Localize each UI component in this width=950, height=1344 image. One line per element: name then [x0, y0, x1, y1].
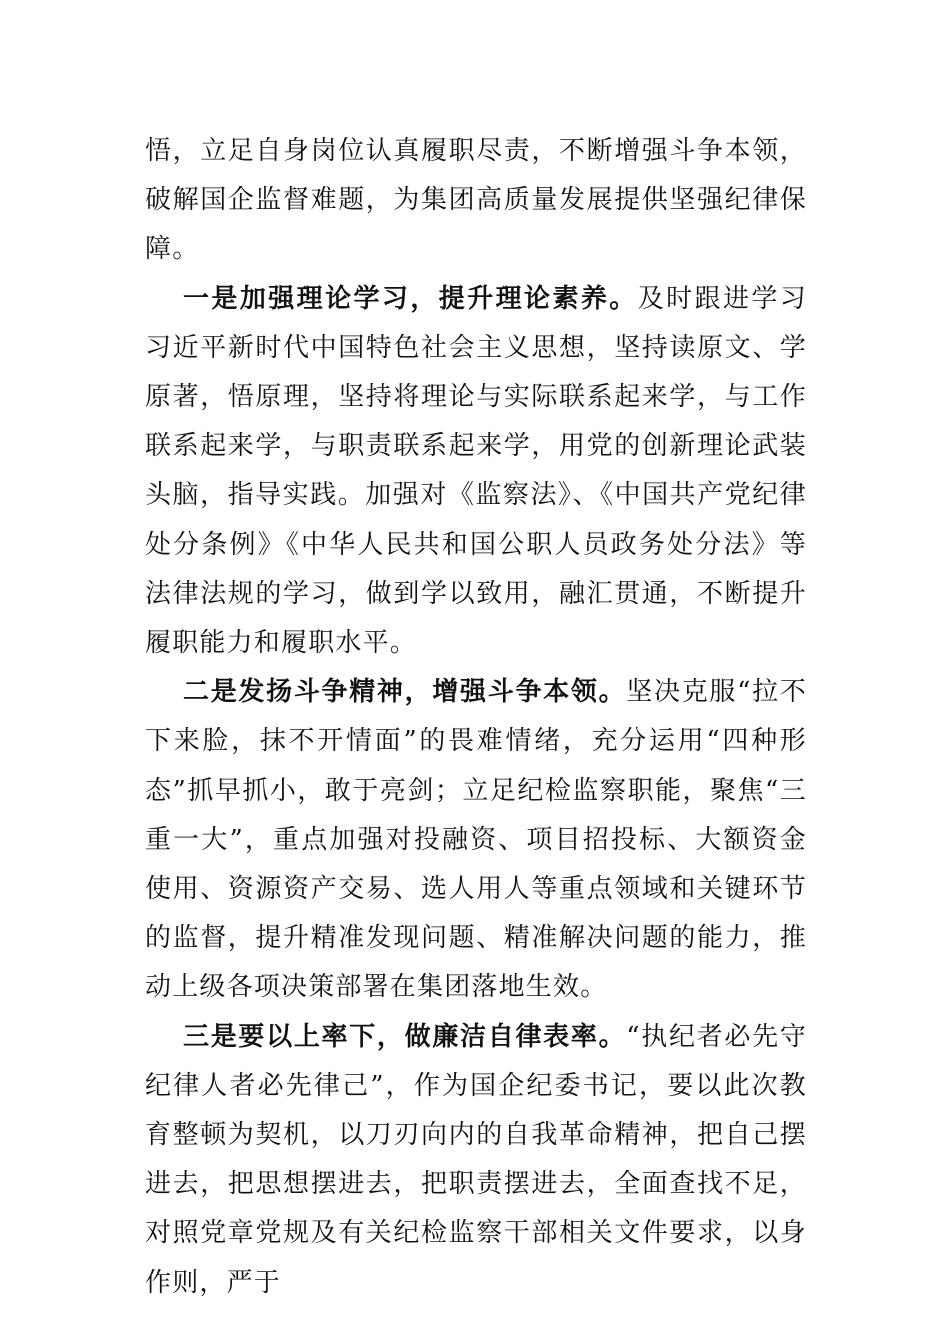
paragraph-text: 悟，立足自身岗位认真履职尽责，不断增强斗争本领，破解国企监督难题，为集团高质量发展提供坚强纪律保障。 — [145, 136, 807, 265]
paragraph-struggle-spirit — [145, 668, 807, 1012]
paragraph-heading: 一是加强理论学习，提升理论素养。 — [183, 283, 638, 314]
paragraph-text: “执纪者必先守纪律人者必先律己”，作为国企纪委书记，要以此次教育整顿为契机，以刀刃向内的自我革命精神，把自己摆进去，把思想摆进去，把职责摆进去，全面查找不足，对照党章党规及有关纪检监察干部相关文件要求，以身作则，严于 — [145, 1021, 807, 1298]
document-body — [145, 127, 807, 1308]
paragraph-heading: 二是发扬斗争精神，增强斗争本领。 — [183, 677, 627, 708]
paragraph-heading: 三是要以上率下，做廉洁自律表率。 — [183, 1021, 627, 1052]
paragraph-self-discipline — [145, 1013, 807, 1308]
paragraph-theory-study — [145, 275, 807, 669]
paragraph-text: 及时跟进学习习近平新时代中国特色社会主义思想，坚持读原文、学原著，悟原理，坚持将理论与实际联系起来学，与工作联系起来学，与职责联系起来学，用党的创新理论武装头脑，指导实践。加强对《监察法》、《中国共产党纪律处分条例》《中华人民共和国公职人员政务处分法》等法律法规的学习，做到学以致用，融汇贯通，不断提升履职能力和履职水平。 — [145, 283, 807, 659]
paragraph-continuation — [145, 127, 807, 275]
paragraph-text: 坚决克服“拉不下来脸，抹不开情面”的畏难情绪，充分运用“四种形态”抓早抓小，敢于亮剑；立足纪检监察职能，聚焦“三重一大”，重点加强对投融资、项目招投标、大额资金使用、资源资产交易、选人用人等重点领域和关键环节的监督，提升精准发现问题、精准解决问题的能力，推动上级各项决策部署在集团落地生效。 — [145, 677, 807, 1003]
